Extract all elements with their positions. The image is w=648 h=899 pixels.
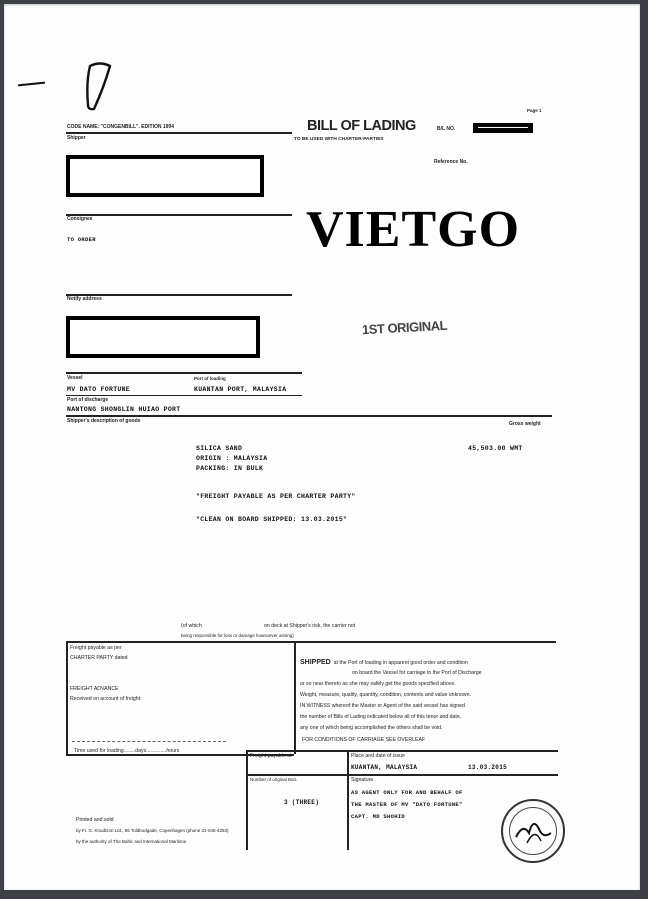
port-discharge-value: NANTONG SHONGLIN HUIAO PORT: [67, 406, 181, 413]
port-discharge-label: Port of discharge: [67, 397, 109, 403]
divider: [66, 641, 68, 756]
gross-weight-value: 45,503.00 WMT: [468, 445, 523, 452]
divider: [294, 641, 296, 754]
deck-line-1b: on deck at Shipper's risk, the carrier not: [264, 623, 356, 629]
original-stamp: 1ST ORIGINAL: [361, 317, 448, 338]
shipped-heading: SHIPPED: [300, 659, 331, 666]
printer-line-2: by Fr. G. Knudtzon Ltd., 55 Toldbodgade, Copenhagen (phone 31-045-4253): [76, 828, 229, 833]
signature-line-2: THE MASTER OF MV "DATO FORTUNE": [351, 801, 463, 808]
vessel-label: Vessel: [67, 375, 83, 381]
shipped-clause-line-5: IN WITNESS whereof the Master or Agent of the said vessel has signed: [300, 703, 465, 709]
num-originals-label: Number of original Bs/L: [250, 777, 298, 782]
divider: [347, 750, 349, 850]
divider: [246, 750, 248, 850]
divider: [66, 132, 292, 134]
notify-redaction: [66, 316, 260, 358]
notify-label: Notify address: [67, 296, 102, 302]
freight-remark: "FREIGHT PAYABLE AS PER CHARTER PARTY": [196, 493, 356, 500]
document-page: [4, 4, 640, 890]
handwritten-mark-icon: [84, 62, 114, 114]
shipped-clause-line-6: the number of Bills of Lading indicated below all of this tenor and date,: [300, 714, 462, 720]
goods-line-2: ORIGIN : MALAYSIA: [196, 455, 268, 462]
printer-line-1: Printed and sold: [76, 817, 114, 823]
handwritten-dash: [18, 82, 45, 87]
consignee-value: TO ORDER: [67, 236, 96, 243]
divider: [246, 750, 558, 752]
shipped-clause-line-3: or so near thereto as she may safely get the goods specified above.: [300, 681, 456, 687]
code-name: CODE NAME: "CONGENBILL". EDITION 1994: [67, 124, 174, 130]
goods-line-3: PACKING: IN BULK: [196, 465, 264, 472]
bl-no-redaction: [473, 123, 533, 133]
shipped-clause-line-4: Weight, measure, quality, quantity, condition, contents and value unknown.: [300, 692, 472, 698]
deck-line-1a: (of which: [181, 623, 202, 629]
place-date-label: Place and date of issue: [351, 753, 405, 759]
date-of-issue: 13.03.2015: [468, 764, 508, 771]
freight-box-line-3: FREIGHT ADVANCE: [70, 686, 119, 692]
document-title: BILL OF LADING: [307, 118, 416, 134]
freight-box-line-4: Received on account of freight:: [70, 696, 142, 702]
divider: [66, 214, 292, 216]
dotted-line: [72, 741, 226, 742]
bl-no-label: B/L NO.: [437, 126, 456, 132]
reference-label: Reference No.: [434, 159, 468, 165]
shipped-clause-line-1: SHIPPED at the Port of loading in apparent good order and condition: [300, 659, 468, 666]
shipped-clause-line-7: any one of which being accomplished the others shall be void.: [300, 725, 443, 731]
divider: [246, 774, 558, 776]
freight-box-line-2: CHARTER PARTY dated: [70, 655, 128, 661]
shipper-redaction: [66, 155, 264, 197]
freight-box-line-1: Freight payable as per: [70, 645, 122, 651]
goods-desc-label: Shipper's description of goods: [67, 418, 141, 424]
shipped-clause-line-8: FOR CONDITIONS OF CARRIAGE SEE OVERLEAF: [302, 737, 426, 743]
clean-on-board-remark: "CLEAN ON BOARD SHIPPED: 13.03.2015": [196, 516, 348, 523]
goods-line-1: SILICA SAND: [196, 445, 243, 452]
shipper-label: Shipper: [67, 135, 86, 141]
shipped-clause-line-2: on board the Vessel for carriage to the Port of Discharge: [352, 670, 482, 676]
signature-line-3: CAPT. MD SHOHID: [351, 813, 406, 820]
signature-line-1: AS AGENT ONLY FOR AND BEHALF OF: [351, 789, 463, 796]
divider: [66, 395, 302, 396]
divider: [66, 415, 552, 417]
port-loading-value: KUANTAN PORT, MALAYSIA: [194, 386, 287, 393]
divider: [66, 641, 556, 643]
freight-box-line-5: Time used for loading........days..............hours: [74, 748, 180, 754]
page-number: Page 1: [527, 108, 542, 113]
freight-payable-at-label: Freight payable at: [250, 753, 292, 759]
printer-line-3: by the authority of The Baltic and International Maritime: [76, 839, 187, 844]
consignee-label: Consignee: [67, 216, 93, 222]
signature-label: Signature: [351, 777, 374, 783]
document-subtitle: TO BE USED WITH CHARTER-PARTIES: [294, 137, 384, 142]
vessel-value: MV DATO FORTUNE: [67, 386, 131, 393]
place-of-issue: KUANTAN, MALAYSIA: [351, 764, 418, 771]
company-seal-icon: [501, 799, 565, 863]
deck-line-2: being responsible for loss or damage howsoever arising): [181, 633, 294, 638]
gross-weight-label: Gross weight: [509, 421, 541, 427]
watermark-logo: VIETGO: [306, 201, 521, 258]
divider: [66, 372, 302, 374]
num-originals-value: 3 (THREE): [284, 799, 320, 806]
port-loading-label: Port of loading: [194, 376, 226, 381]
